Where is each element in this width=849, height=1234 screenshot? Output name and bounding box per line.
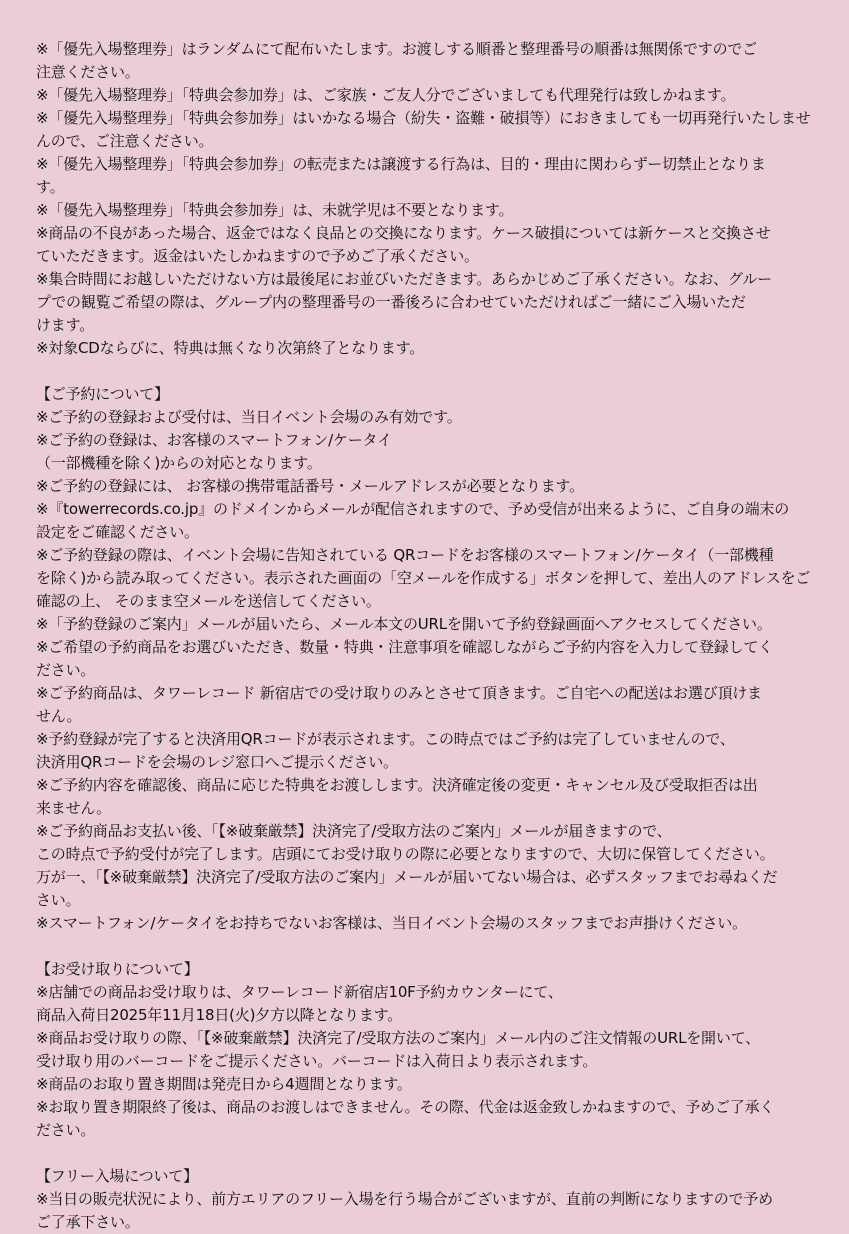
section-spacer [36, 935, 814, 958]
note-line: プでの観覧ご希望の際は、グループ内の整理番号の一番後ろに合わせていただければご一緒にご入場いただ [36, 293, 746, 311]
reservation-line: ださい。 [36, 661, 96, 679]
pickup-line: ※店舗での商品お受け取りは、タワーレコード新宿店10F予約カウンターにて、 [36, 983, 563, 1001]
reservation-line: ※ご予約商品は、タワーレコード 新宿店での受け取りのみとさせて頂きます。ご自宅への配送はお選び頂けま [36, 684, 762, 702]
reservation-line: ※「予約登録のご案内」メールが届いたら、メール本文のURLを開いて予約登録画面へアクセスしてください。 [36, 615, 772, 633]
note-line: ※「優先入場整理券」「特典会参加券」は、ご家族・ご友人分でございましても代理発行は致しかねます。 [36, 86, 736, 104]
note-line: ※「優先入場整理券」「特典会参加券」はいかなる場合（紛失・盗難・破損等）におきましても一切再発行いたしませ [36, 109, 811, 127]
document-page [36, 38, 814, 1234]
free-entry-line: ※当日の販売状況により、前方エリアのフリー入場を行う場合がございますが、直前の判断になりますので予め [36, 1190, 773, 1208]
reservation-line: ※ご予約登録の際は、イベント会場に告知されている QRコードをお客様のスマートフォン/ケータイ（一部機種 [36, 546, 774, 564]
pickup-line: ※商品お受け取りの際、「【※破棄厳禁】決済完了/受取方法のご案内」メール内のご注文情報のURLを開いて、 [36, 1029, 760, 1047]
note-line: す。 [36, 178, 65, 196]
section-heading-pickup: 【お受け取りについて】 [36, 960, 199, 978]
reservation-line: 設定をご確認ください。 [36, 523, 199, 541]
section-heading-reservation: 【ご予約について】 [36, 385, 169, 403]
note-line: ※「優先入場整理券」「特典会参加券」は、未就学児は不要となります。 [36, 201, 514, 219]
reservation-line: ※ご予約の登録には、 お客様の携帯電話番号・メールアドレスが必要となります。 [36, 477, 584, 495]
reservation-line: ※ご予約内容を確認後、商品に応じた特典をお渡しします。決済確定後の変更・キャンセル及び受取拒否は出 [36, 776, 758, 794]
free-entry-line: ご了承下さい。 [36, 1213, 140, 1231]
reservation-section [36, 383, 814, 935]
reservation-line: ※ご予約の登録は、お客様のスマートフォン/ケータイ [36, 431, 392, 449]
reservation-line: この時点で予約受付が完了します。店頭にてお受け取りの際に必要となりますので、大切に保管してください。 [36, 845, 775, 863]
reservation-line: ※スマートフォン/ケータイをお持ちでないお客様は、当日イベント会場のスタッフまでお声掛けください。 [36, 914, 747, 932]
note-line: ※対象CDならびに、特典は無くなり次第終了となります。 [36, 339, 424, 357]
pickup-line: ※商品のお取り置き期間は発売日から4週間となります。 [36, 1075, 412, 1093]
note-line: ※「優先入場整理券」はランダムにて配布いたします。お渡しする順番と整理番号の順番は無関係ですのでご [36, 40, 757, 58]
reservation-line: ※ご予約の登録および受付は、当日イベント会場のみ有効です。 [36, 408, 462, 426]
reservation-line: ※ご予約商品お支払い後、「【※破棄厳禁】決済完了/受取方法のご案内」メールが届きますので、 [36, 822, 672, 840]
note-line: ※商品の不良があった場合、返金ではなく良品との交換になります。ケース破損については新ケースと交換させ [36, 224, 771, 242]
pickup-section [36, 958, 814, 1142]
note-line: ※集合時間にお越しいただけない方は最後尾にお並びいただきます。あらかじめご了承ください。なお、グルー [36, 270, 772, 288]
reservation-line: ※ご希望の予約商品をお選びいただき、数量・特典・注意事項を確認しながらご予約内容を入力して登録してく [36, 638, 773, 656]
reservation-line: 決済用QRコードを会場のレジ窓口へご提示ください。 [36, 753, 398, 771]
reservation-line: 万が一、「【※破棄厳禁】決済完了/受取方法のご案内」メールが届いてない場合は、必ずスタッフまでお尋ねくだ [36, 868, 778, 886]
note-line: ※「優先入場整理券」「特典会参加券」の転売または譲渡する行為は、目的・理由に関わらずー切禁止となりま [36, 155, 766, 173]
reservation-line: 来ません。 [36, 799, 111, 817]
pickup-line: ※お取り置き期限終了後は、商品のお渡しはできません。その際、代金は返金致しかねますので、予めご了承く [36, 1098, 775, 1116]
pickup-line: ださい。 [36, 1121, 96, 1139]
note-line: 注意ください。 [36, 63, 140, 81]
reservation-line: ※予約登録が完了すると決済用QRコードが表示されます。この時点ではご予約は完了していませんので、 [36, 730, 735, 748]
note-line: ていただきます。返金はいたしかねますので予めご了承ください。 [36, 247, 479, 265]
reservation-line: 確認の上、 そのまま空メールを送信してください。 [36, 592, 381, 610]
reservation-line: ※『towerrecords.co.jp』のドメインからメールが配信されますので、予め受信が出来るように、ご自身の端末の [36, 500, 790, 518]
section-spacer [36, 1142, 814, 1165]
reservation-line: を除く)から読み取ってください。表示された画面の「空メールを作成する」ボタンを押して、差出人のアドレスをご [36, 569, 811, 587]
note-line: んので、ご注意ください。 [36, 132, 214, 150]
pickup-line: 商品入荷日2025年11月18日(火)夕方以降となります。 [36, 1006, 403, 1024]
reservation-line: せん。 [36, 707, 82, 725]
section-heading-free-entry: 【フリー入場について】 [36, 1167, 198, 1185]
section-spacer [36, 360, 814, 383]
reservation-line: （一部機種を除く)からの対応となります。 [36, 454, 322, 472]
notes-block [36, 38, 814, 360]
pickup-line: 受け取り用のバーコードをご提示ください。バーコードは入荷日より表示されます。 [36, 1052, 598, 1070]
reservation-line: さい。 [36, 891, 81, 909]
note-line: けます。 [36, 316, 95, 334]
